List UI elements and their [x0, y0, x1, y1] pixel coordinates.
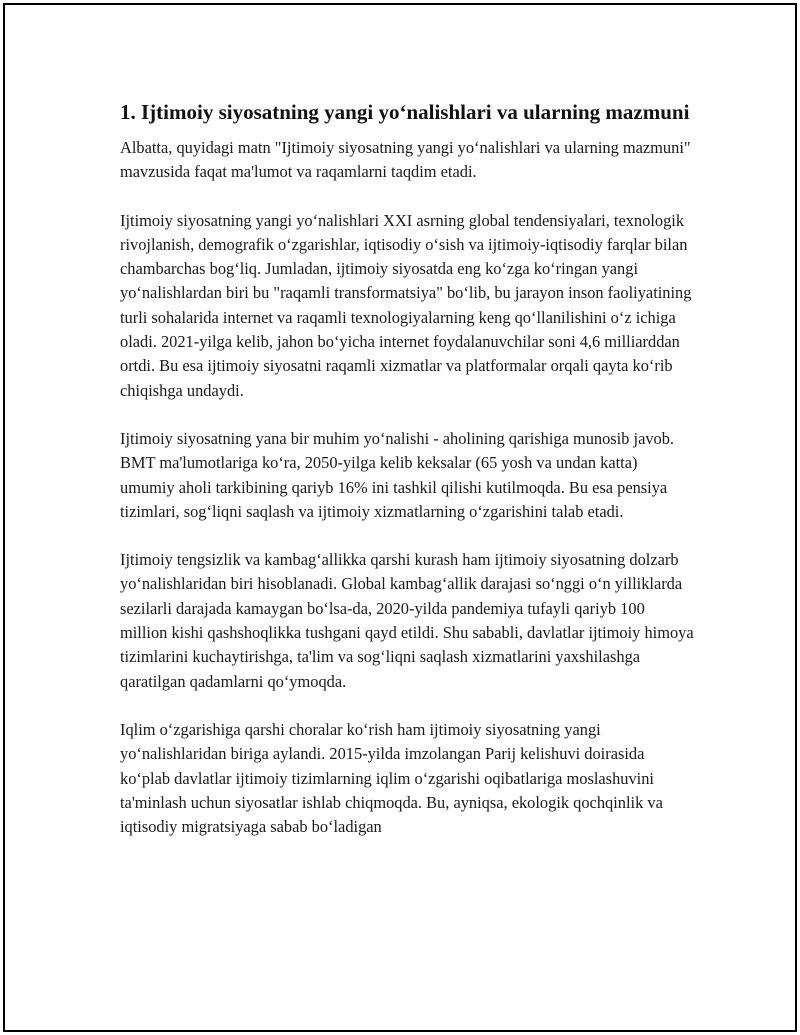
paragraph-intro: Albatta, quyidagi matn "Ijtimoiy siyosatning yangi yo‘nalishlari va ularning mazmuni" mavzusida faqat ma'lumot va raqamlarni taqdim etadi. [120, 138, 691, 182]
paragraph-inequality-poverty: Ijtimoiy tengsizlik va kambag‘allikka qarshi kurash ham ijtimoiy siyosatning dolzarb yo‘nalishlaridan biri hisoblanadi. Global kambag‘allik darajasi so‘nggi o‘n yilliklarda sezilarli darajada kamaygan bo‘lsa-da, 2020-yilda pandemiya tufayli qariyb 100 million kishi qashshoqlikka tushgani qayd etildi. Shu sababli, davlatlar ijtimoiy himoya tizimlarini kuchaytirishga, ta'lim va sog‘liqni saqlash xizmatlarini yaxshilashga qaratilgan qadamlarni qo‘ymoqda. [120, 550, 694, 691]
page-frame [3, 3, 797, 1032]
paragraph-digital-transformation: Ijtimoiy siyosatning yangi yo‘nalishlari XXI asrning global tendensiyalari, texnologik rivojlanish, demografik o‘zgarishlar, iqtisodiy o‘sish va ijtimoiy-iqtisodiy farqlar bilan chambarchas bog‘liq. Jumladan, ijtimoiy siyosatda eng ko‘zga ko‘ringan yangi yo‘nalishlardan biri bu "raqamli transformatsiya" bo‘lib, bu jarayon inson faoliyatining turli sohalarida internet va raqamli texnologiyalarning keng qo‘llanilishini o‘z ichiga oladi. 2021-yilga kelib, jahon bo‘yicha internet foydalanuvchilar soni 4,6 milliarddan ortdi. Bu esa ijtimoiy siyosatni raqamli xizmatlar va platformalar orqali qayta ko‘rib chiqishga undaydi. [120, 210, 692, 400]
paragraph-climate-change: Iqlim o‘zgarishiga qarshi choralar ko‘rish ham ijtimoiy siyosatning yangi yo‘nalishlaridan biriga aylandi. 2015-yilda imzolangan Parij kelishuvi doirasida ko‘plab davlatlar ijtimoiy tizimlarning iqlim o‘zgarishi oqibatlariga moslashuvini ta'minlash uchun siyosatlar ishlab chiqmoqda. Bu, ayniqsa, ekologik qochqinlik va iqtisodiy migratsiyaga sabab bo‘ladigan [120, 719, 663, 837]
section-heading: 1. Ijtimoiy siyosatning yangi yo‘nalishlari va ularning mazmuni [120, 100, 690, 124]
paragraph-aging-population: Ijtimoiy siyosatning yana bir muhim yo‘nalishi - aholining qarishiga munosib javob. BMT ma'lumotlariga ko‘ra, 2050-yilga kelib keksalar (65 yosh va undan katta) umumiy aholi tarkibining qariyb 16% ini tashkil qilishi kutilmoqda. Bu esa pensiya tizimlari, sog‘liqni saqlash va ijtimoiy xizmatlarning o‘zgarishini talab etadi. [120, 428, 675, 521]
document-body [120, 98, 695, 863]
